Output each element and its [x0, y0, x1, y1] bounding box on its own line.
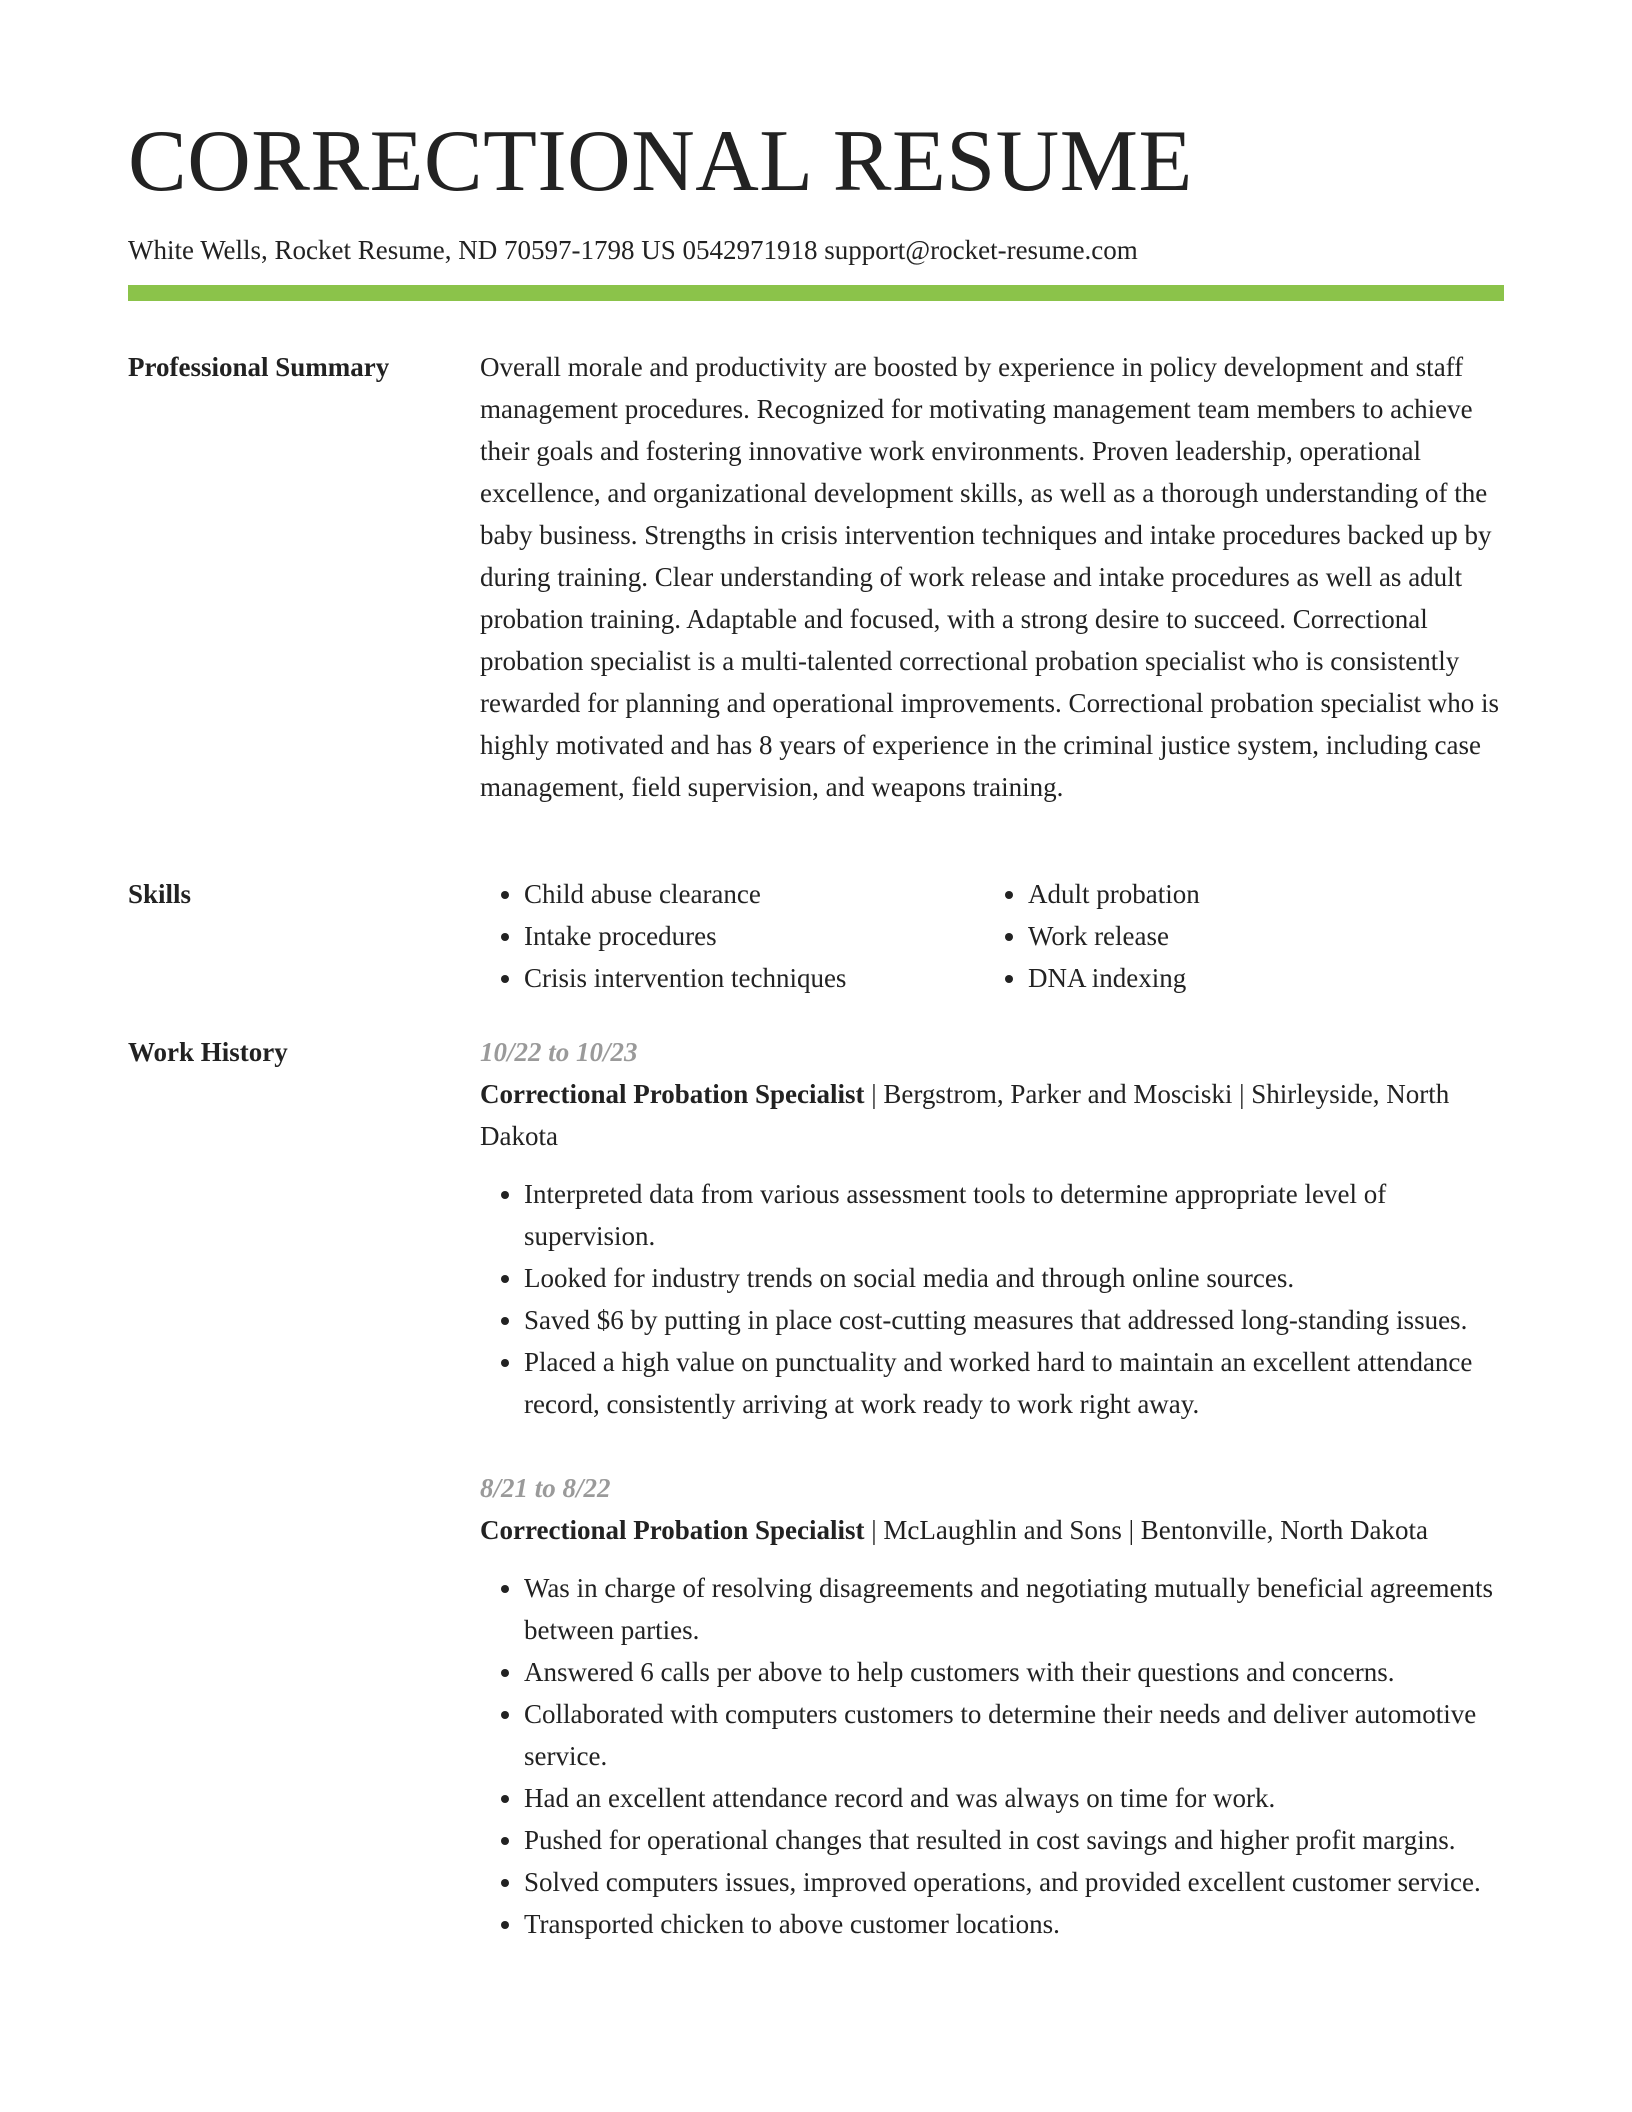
job-bullets	[480, 1567, 1504, 1945]
section-label-summary: Professional Summary	[128, 352, 390, 382]
skills-columns	[480, 873, 1504, 999]
job-title: Correctional Probation Specialist	[480, 1515, 865, 1545]
job-date: 8/21 to 8/22	[480, 1473, 611, 1503]
summary-text: Overall morale and productivity are boosted by experience in policy development and staff management procedures. Recognized for motivating management team members to achieve their goals and fostering innovative work environments. Proven leadership, operational excellence, and organizational development skills, as well as a thorough understanding of the baby business. Strengths in crisis intervention techniques and intake procedures backed up by during training. Clear understanding of work release and intake procedures as well as adult probation training. Adaptable and focused, with a strong desire to succeed. Correctional probation specialist is a multi-talented correctional probation specialist who is consistently rewarded for planning and operational improvements. Correctional probation specialist who is highly motivated and has 8 years of experience in the criminal justice system, including case management, field supervision, and weapons training.	[480, 352, 1499, 802]
job-heading	[480, 1509, 1504, 1551]
job-bullet: • Had an excellent attendance record and was always on time for work.	[524, 1777, 1504, 1819]
skill-item: • Work release	[1028, 915, 1488, 957]
job-date: 10/22 to 10/23	[480, 1037, 638, 1067]
job-bullets	[480, 1173, 1504, 1425]
job-bullet: • Answered 6 calls per above to help customers with their questions and concerns.	[524, 1651, 1504, 1693]
skill-item: • Intake procedures	[524, 915, 984, 957]
job-bullet: • Placed a high value on punctuality and worked hard to maintain an excellent attendance record, consistently arriving at work ready to work right away.	[524, 1341, 1504, 1425]
skill-item: • Adult probation	[1028, 873, 1488, 915]
contact-line: White Wells, Rocket Resume, ND 70597-1798 US 0542971918 support@rocket-resume.com	[128, 235, 1138, 265]
job-bullet: • Solved computers issues, improved operations, and provided excellent customer service.	[524, 1861, 1504, 1903]
skill-item: • DNA indexing	[1028, 957, 1488, 999]
skills-list-right	[984, 873, 1488, 999]
job-bullet: • Looked for industry trends on social media and through online sources.	[524, 1257, 1504, 1299]
job-heading	[480, 1073, 1504, 1157]
job-details: | McLaughlin and Sons | Bentonville, North Dakota	[864, 1515, 1428, 1545]
job-bullet: • Pushed for operational changes that resulted in cost savings and higher profit margins.	[524, 1819, 1504, 1861]
job-entry	[480, 1031, 1504, 1425]
job-details: | Bergstrom, Parker and Mosciski | Shirleyside, North Dakota	[480, 1079, 1450, 1151]
skills-list-left	[480, 873, 984, 999]
job-bullet: • Was in charge of resolving disagreements and negotiating mutually beneficial agreements between parties.	[524, 1567, 1504, 1651]
skill-item: • Crisis intervention techniques	[524, 957, 984, 999]
section-label-skills: Skills	[128, 879, 192, 909]
job-bullet: • Interpreted data from various assessment tools to determine appropriate level of supervision.	[524, 1173, 1504, 1257]
job-bullet: • Transported chicken to above customer locations.	[524, 1903, 1504, 1945]
job-entry	[480, 1467, 1504, 1945]
resume-title: CORRECTIONAL RESUME	[128, 113, 1193, 210]
skill-item: • Child abuse clearance	[524, 873, 984, 915]
job-title: Correctional Probation Specialist	[480, 1079, 865, 1109]
job-bullet: • Saved $6 by putting in place cost-cutting measures that addressed long-standing issues.	[524, 1299, 1504, 1341]
job-bullet: • Collaborated with computers customers to determine their needs and deliver automotive service.	[524, 1693, 1504, 1777]
section-label-work: Work History	[128, 1037, 288, 1067]
header-divider	[128, 285, 1504, 301]
